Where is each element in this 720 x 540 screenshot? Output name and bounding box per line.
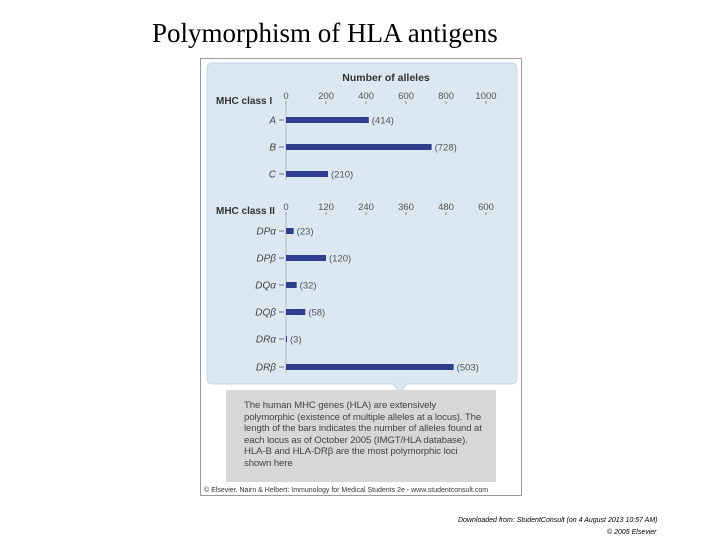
download-note: Downloaded from: StudentConsult (on 4 August 2013 10:57 AM) [458, 517, 658, 524]
axis-tick-label: 200 [318, 91, 334, 102]
category-label: B [269, 142, 276, 154]
data-value-label: (728) [434, 142, 457, 154]
category-label: DRα [255, 334, 276, 346]
data-bar [286, 336, 287, 342]
data-bar [286, 255, 326, 261]
data-bar [286, 171, 328, 177]
axis-tick-label: 360 [398, 202, 414, 213]
data-bar [286, 364, 454, 370]
axis-tick-label: 480 [438, 202, 454, 213]
slide-title: Polymorphism of HLA antigens [152, 18, 498, 48]
copyright-note: © 2005 Elsevier [607, 529, 657, 536]
chart-title: Number of alleles [342, 72, 430, 84]
axis-tick-label: 600 [398, 91, 414, 102]
category-label: DQα [255, 280, 276, 292]
caption-text: The human MHC genes (HLA) are extensively polymorphic (existence of multiple alleles at a locus). The length of the bars indicates the number of alleles found at each locus as of October 2005 (IMGT/HLA database). HLA-B and HLA-DRβ are the most polymorphic loci shown here [244, 400, 482, 469]
data-value-label: (414) [371, 115, 394, 127]
axis-tick-label: 0 [283, 202, 289, 213]
category-label: DPα [256, 226, 276, 238]
data-value-label: (503) [456, 362, 479, 374]
axis-tick-label: 800 [438, 91, 454, 102]
chart-panel [207, 63, 517, 392]
data-bar [286, 228, 294, 234]
panel-label: MHC class II [216, 206, 275, 217]
data-value-label: (3) [290, 334, 302, 346]
axis-tick-label: 240 [358, 202, 374, 213]
axis-tick-label: 400 [358, 91, 374, 102]
data-bar [286, 309, 305, 315]
data-value-label: (120) [329, 253, 352, 265]
category-label: DPβ [256, 253, 276, 265]
axis-tick-label: 600 [478, 202, 494, 213]
category-label: DQβ [255, 307, 276, 319]
axis-tick-label: 0 [283, 91, 289, 102]
caption-box [226, 390, 496, 482]
data-bar [286, 144, 432, 150]
category-label: A [269, 115, 276, 127]
data-value-label: (210) [331, 169, 354, 181]
data-bar [286, 117, 369, 123]
data-value-label: (58) [308, 307, 326, 319]
figure-credit: © Elsevier. Nairn & Helbert: Immunology for Medical Students 2e - www.studentconsult.com [202, 486, 520, 495]
category-label: DRβ [255, 362, 276, 374]
axis-tick-label: 120 [318, 202, 334, 213]
data-bar [286, 282, 297, 288]
panel-label: MHC class I [216, 96, 273, 107]
data-value-label: (23) [296, 226, 314, 238]
data-value-label: (32) [299, 280, 317, 292]
axis-tick-label: 1000 [475, 91, 497, 102]
category-label: C [268, 169, 276, 181]
